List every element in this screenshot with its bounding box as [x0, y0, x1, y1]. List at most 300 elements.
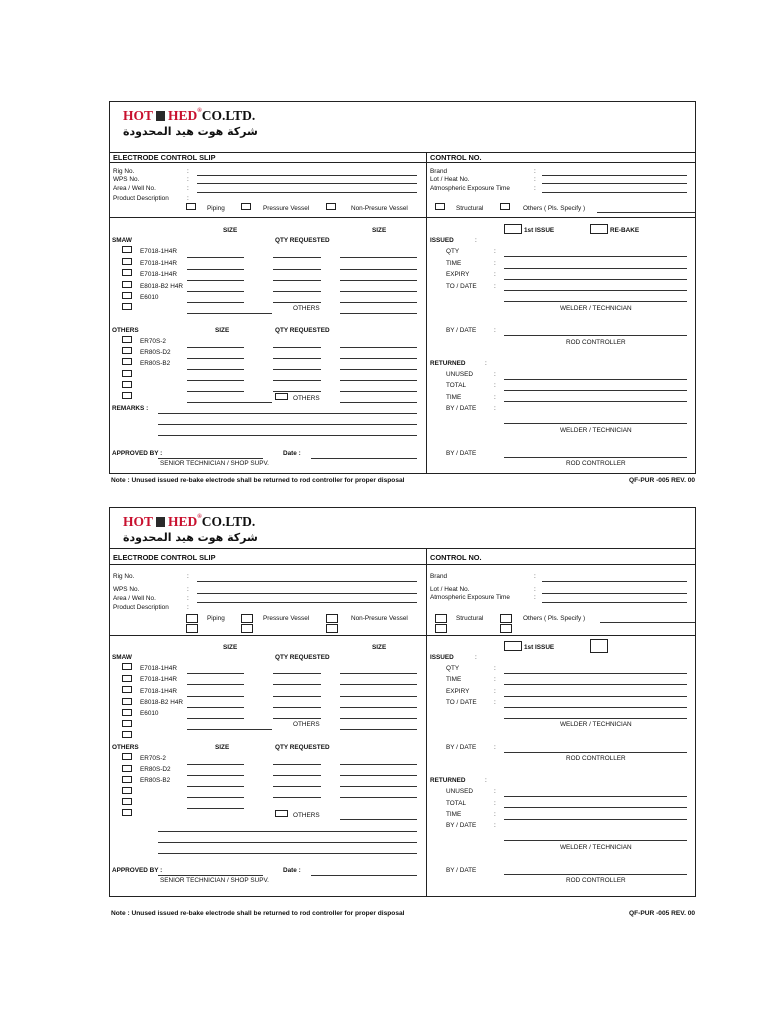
electrode-checkbox[interactable]	[122, 686, 132, 693]
others-specify-checkbox[interactable]	[500, 614, 512, 623]
colon: :	[534, 176, 536, 183]
qty-field[interactable]	[273, 291, 321, 292]
qty-field[interactable]	[273, 280, 321, 281]
electrode-checkbox[interactable]	[122, 358, 132, 365]
size-field[interactable]	[340, 380, 417, 381]
by-date-field[interactable]	[504, 335, 687, 336]
size-field[interactable]	[187, 775, 244, 776]
size-field[interactable]	[340, 673, 417, 674]
electrode-type: ER70S-2	[140, 338, 166, 345]
size-header: SIZE	[215, 744, 230, 751]
electrode-type: E7018-1H4R	[140, 260, 177, 267]
by-date-label: BY / DATE	[446, 327, 477, 334]
logo-box-icon	[156, 517, 165, 527]
electrode-type: E8018-B2 H4R	[140, 283, 183, 290]
piping-label: Piping	[207, 205, 225, 212]
rod-controller-label: ROD CONTROLLER	[566, 877, 626, 884]
colon: :	[187, 604, 189, 611]
others-specify-field[interactable]	[600, 622, 695, 623]
welder-technician-field[interactable]	[504, 301, 687, 302]
returned-time-field[interactable]	[504, 401, 687, 402]
electrode-checkbox[interactable]	[122, 663, 132, 670]
unused-label: UNUSED	[446, 371, 473, 378]
logo-box-icon	[156, 111, 165, 121]
qty-field[interactable]	[273, 786, 321, 787]
electrode-checkbox[interactable]	[122, 336, 132, 343]
issued-header: ISSUED	[430, 237, 454, 244]
colon: :	[187, 586, 189, 593]
size-field[interactable]	[340, 797, 417, 798]
by-date-field[interactable]	[504, 752, 687, 753]
issued-expiry-field[interactable]	[504, 279, 687, 280]
pressure-vessel-checkbox[interactable]	[241, 203, 251, 210]
qty-field[interactable]	[273, 775, 321, 776]
wps-no-field[interactable]	[197, 183, 417, 184]
size-field[interactable]	[187, 718, 244, 719]
rig-no-field[interactable]	[197, 581, 417, 582]
electrode-type: ER80S-D2	[140, 349, 171, 356]
date-field[interactable]	[311, 875, 417, 876]
registered-mark: ®	[197, 514, 202, 520]
size-field[interactable]	[340, 775, 417, 776]
colon: :	[494, 327, 496, 334]
remarks-field[interactable]	[158, 424, 417, 425]
divider	[110, 635, 695, 636]
piping-label: Piping	[207, 615, 225, 622]
size-field[interactable]	[340, 786, 417, 787]
smaw-header: SMAW	[112, 237, 132, 244]
welder-technician-field[interactable]	[504, 840, 687, 841]
approved-by-label: APPROVED BY :	[112, 450, 163, 457]
qty-field[interactable]	[273, 684, 321, 685]
size-field[interactable]	[187, 280, 244, 281]
electrode-checkbox[interactable]	[122, 709, 132, 716]
size-field[interactable]	[187, 696, 244, 697]
expiry-label: EXPIRY	[446, 688, 470, 695]
electrode-type: ER80S-B2	[140, 360, 171, 367]
qty-field[interactable]	[273, 269, 321, 270]
approved-by-field[interactable]	[158, 875, 263, 876]
extra-checkbox[interactable]	[186, 624, 198, 633]
others-label: OTHERS	[293, 305, 320, 312]
size-header: SIZE	[223, 227, 238, 234]
colon: :	[494, 811, 496, 818]
qty-requested-header: QTY REQUESTED	[275, 744, 330, 751]
size-field[interactable]	[340, 391, 417, 392]
company-logo	[123, 108, 258, 137]
electrode-control-slip-2	[109, 507, 696, 897]
others-header: OTHERS	[112, 327, 139, 334]
issued-qty-field[interactable]	[504, 673, 687, 674]
lot-heat-label: Lot / Heat No.	[430, 176, 470, 183]
brand-label: Brand	[430, 573, 448, 580]
rebake-checkbox[interactable]	[590, 639, 608, 653]
qty-field[interactable]	[273, 347, 321, 348]
company-logo	[123, 514, 258, 543]
electrode-checkbox[interactable]	[122, 798, 132, 805]
others-checkbox[interactable]	[275, 810, 288, 817]
colon: :	[187, 195, 189, 202]
approved-by-field[interactable]	[158, 458, 263, 459]
qty-field[interactable]	[273, 673, 321, 674]
logo-text-coltd: CO.LTD.	[201, 514, 256, 529]
returned-time-field[interactable]	[504, 819, 687, 820]
size-field[interactable]	[340, 280, 417, 281]
structural-checkbox[interactable]	[435, 614, 447, 623]
non-pressure-vessel-label: Non-Presure Vessel	[351, 205, 408, 212]
others-label: OTHERS	[293, 812, 320, 819]
others-label: OTHERS	[293, 721, 320, 728]
control-no-label: CONTROL NO.	[430, 153, 482, 162]
electrode-checkbox[interactable]	[122, 731, 132, 738]
wps-no-label: WPS No.	[113, 176, 140, 183]
size-field[interactable]	[187, 369, 244, 370]
by-date-field[interactable]	[504, 457, 687, 458]
returned-unused-field[interactable]	[504, 379, 687, 380]
colon: :	[494, 394, 496, 401]
electrode-checkbox[interactable]	[122, 720, 132, 727]
size-field[interactable]	[187, 302, 244, 303]
others-field[interactable]	[340, 313, 417, 314]
logo-text-hed: HED	[168, 108, 198, 123]
others-specify-field[interactable]	[597, 212, 695, 213]
extra-checkbox[interactable]	[326, 624, 338, 633]
senior-technician-label: SENIOR TECHNICIAN / SHOP SUPV.	[160, 877, 269, 884]
qty-field[interactable]	[273, 302, 321, 303]
structural-label: Structural	[456, 205, 484, 212]
colon: :	[534, 594, 536, 601]
qty-field[interactable]	[273, 257, 321, 258]
date-label: Date :	[283, 867, 301, 874]
qty-requested-header: QTY REQUESTED	[275, 327, 330, 334]
logo-arabic-name: شركة هوت هيد المحدودة	[123, 530, 258, 544]
piping-checkbox[interactable]	[186, 614, 198, 623]
size-field[interactable]	[187, 684, 244, 685]
qty-field[interactable]	[273, 380, 321, 381]
colon: :	[187, 176, 189, 183]
by-date-field[interactable]	[504, 874, 687, 875]
others-field[interactable]	[187, 729, 272, 730]
structural-label: Structural	[456, 615, 484, 622]
area-well-label: Area / Well No.	[113, 185, 156, 192]
footer-note: Note : Unused issued re-bake electrode shall be returned to rod controller for proper disposal	[111, 910, 405, 917]
form-code: QF-PUR -005 REV. 00	[629, 910, 696, 917]
area-well-field[interactable]	[197, 602, 417, 603]
structural-checkbox[interactable]	[435, 203, 445, 210]
electrode-checkbox[interactable]	[122, 809, 132, 816]
colon: :	[494, 382, 496, 389]
colon: :	[494, 699, 496, 706]
colon: :	[494, 822, 496, 829]
qty-field[interactable]	[273, 718, 321, 719]
extra-checkbox[interactable]	[500, 624, 512, 633]
date-field[interactable]	[311, 458, 417, 459]
by-date-label: BY / DATE	[446, 822, 477, 829]
qty-label: QTY	[446, 248, 460, 255]
time-label: TIME	[446, 811, 462, 818]
form-code: QF-PUR -005 REV. 00	[629, 477, 696, 484]
electrode-checkbox[interactable]	[122, 765, 132, 772]
remarks-label: REMARKS :	[112, 405, 149, 412]
remarks-field[interactable]	[158, 831, 417, 832]
to-date-label: TO / DATE	[446, 699, 477, 706]
size-field[interactable]	[340, 347, 417, 348]
unused-label: UNUSED	[446, 788, 473, 795]
by-date-label: BY / DATE	[446, 450, 477, 457]
electrode-checkbox[interactable]	[122, 787, 132, 794]
size-field[interactable]	[340, 764, 417, 765]
size-field[interactable]	[187, 764, 244, 765]
qty-field[interactable]	[273, 707, 321, 708]
pressure-vessel-label: Pressure Vessel	[263, 205, 310, 212]
registered-mark: ®	[197, 108, 202, 114]
wps-no-label: WPS No.	[113, 586, 140, 593]
size-field[interactable]	[340, 707, 417, 708]
qty-label: QTY	[446, 665, 460, 672]
size-field[interactable]	[187, 358, 244, 359]
colon: :	[187, 595, 189, 602]
others-field[interactable]	[340, 819, 417, 820]
wps-no-field[interactable]	[197, 593, 417, 594]
size-header: SIZE	[215, 327, 230, 334]
issued-to-date-field[interactable]	[504, 290, 687, 291]
others-specify-checkbox[interactable]	[500, 203, 510, 210]
exposure-time-label: Atmospheric Exposure Time	[430, 594, 510, 601]
others-checkbox[interactable]	[275, 393, 288, 400]
issued-to-date-field[interactable]	[504, 707, 687, 708]
size-field[interactable]	[187, 786, 244, 787]
others-field[interactable]	[187, 402, 272, 403]
colon: :	[475, 237, 477, 244]
size-field[interactable]	[187, 347, 244, 348]
returned-total-field[interactable]	[504, 807, 687, 808]
electrode-checkbox[interactable]	[122, 753, 132, 760]
logo-arabic-name: شركة هوت هيد المحدودة	[123, 124, 258, 138]
remarks-field[interactable]	[158, 842, 417, 843]
electrode-checkbox[interactable]	[122, 347, 132, 354]
time-label: TIME	[446, 260, 462, 267]
issued-time-field[interactable]	[504, 268, 687, 269]
lot-heat-field[interactable]	[542, 593, 687, 594]
electrode-type: E7018-1H4R	[140, 676, 177, 683]
electrode-checkbox[interactable]	[122, 675, 132, 682]
colon: :	[485, 777, 487, 784]
by-date-label: BY / DATE	[446, 867, 477, 874]
colon: :	[494, 744, 496, 751]
remarks-field[interactable]	[158, 435, 417, 436]
size-field[interactable]	[340, 718, 417, 719]
total-label: TOTAL	[446, 800, 467, 807]
colon: :	[534, 168, 536, 175]
first-issue-checkbox[interactable]	[504, 641, 522, 651]
rod-controller-label: ROD CONTROLLER	[566, 460, 626, 467]
pressure-vessel-checkbox[interactable]	[241, 614, 253, 623]
remarks-field[interactable]	[158, 853, 417, 854]
logo-text-hot: HOT	[123, 108, 154, 123]
footer-note: Note : Unused issued re-bake electrode shall be returned to rod controller for proper disposal	[111, 477, 405, 484]
returned-total-field[interactable]	[504, 390, 687, 391]
electrode-checkbox[interactable]	[122, 281, 132, 288]
welder-technician-field[interactable]	[504, 423, 687, 424]
colon: :	[534, 573, 536, 580]
extra-checkbox[interactable]	[241, 624, 253, 633]
size-field[interactable]	[340, 257, 417, 258]
electrode-checkbox[interactable]	[122, 258, 132, 265]
size-header: SIZE	[372, 644, 387, 651]
rig-no-field[interactable]	[197, 175, 417, 176]
brand-label: Brand	[430, 168, 448, 175]
lot-heat-field[interactable]	[542, 183, 687, 184]
approved-by-label: APPROVED BY :	[112, 867, 163, 874]
size-field[interactable]	[187, 269, 244, 270]
exposure-time-field[interactable]	[542, 192, 687, 193]
time-label: TIME	[446, 676, 462, 683]
issued-expiry-field[interactable]	[504, 696, 687, 697]
electrode-checkbox[interactable]	[122, 392, 132, 399]
colon: :	[494, 371, 496, 378]
exposure-time-field[interactable]	[542, 602, 687, 603]
electrode-checkbox[interactable]	[122, 269, 132, 276]
size-field[interactable]	[340, 684, 417, 685]
column-divider	[426, 152, 427, 473]
qty-field[interactable]	[273, 369, 321, 370]
others-specify-label: Others ( Pls. Specify )	[523, 615, 586, 622]
size-field[interactable]	[187, 797, 244, 798]
extra-checkbox[interactable]	[435, 624, 447, 633]
electrode-checkbox[interactable]	[122, 370, 132, 377]
colon: :	[187, 185, 189, 192]
electrode-type: ER70S-2	[140, 755, 166, 762]
returned-header: RETURNED	[430, 360, 466, 367]
returned-header: RETURNED	[430, 777, 466, 784]
others-specify-label: Others ( Pls. Specify )	[523, 205, 586, 212]
size-field[interactable]	[187, 291, 244, 292]
colon: :	[494, 271, 496, 278]
colon: :	[494, 248, 496, 255]
first-issue-checkbox[interactable]	[504, 224, 522, 234]
first-issue-label: 1st ISSUE	[524, 644, 555, 651]
issued-time-field[interactable]	[504, 684, 687, 685]
control-no-label: CONTROL NO.	[430, 553, 482, 562]
qty-field[interactable]	[273, 391, 321, 392]
rig-no-label: Rig No.	[113, 573, 135, 580]
electrode-checkbox[interactable]	[122, 292, 132, 299]
logo-text-hed: HED	[168, 514, 198, 529]
issued-qty-field[interactable]	[504, 256, 687, 257]
piping-checkbox[interactable]	[186, 203, 196, 210]
size-header: SIZE	[223, 644, 238, 651]
others-field[interactable]	[340, 402, 417, 403]
electrode-type: E6010	[140, 294, 159, 301]
welder-technician-label: WELDER / TECHNICIAN	[560, 305, 632, 312]
colon: :	[534, 185, 536, 192]
size-field[interactable]	[187, 380, 244, 381]
issued-header: ISSUED	[430, 654, 454, 661]
others-header: OTHERS	[112, 744, 139, 751]
rig-no-label: Rig No.	[113, 168, 135, 175]
colon: :	[494, 665, 496, 672]
remarks-field[interactable]	[158, 413, 417, 414]
non-pressure-vessel-label: Non-Presure Vessel	[351, 615, 408, 622]
colon: :	[187, 573, 189, 580]
qty-field[interactable]	[273, 358, 321, 359]
electrode-checkbox[interactable]	[122, 381, 132, 388]
divider	[110, 564, 695, 565]
smaw-header: SMAW	[112, 654, 132, 661]
others-label: OTHERS	[293, 395, 320, 402]
size-field[interactable]	[340, 269, 417, 270]
size-field[interactable]	[340, 369, 417, 370]
electrode-checkbox[interactable]	[122, 246, 132, 253]
rod-controller-label: ROD CONTROLLER	[566, 755, 626, 762]
colon: :	[534, 586, 536, 593]
colon: :	[494, 788, 496, 795]
size-field[interactable]	[187, 391, 244, 392]
by-date-label: BY / DATE	[446, 405, 477, 412]
brand-field[interactable]	[542, 175, 687, 176]
electrode-type: ER80S-D2	[140, 766, 171, 773]
total-label: TOTAL	[446, 382, 467, 389]
size-field[interactable]	[187, 673, 244, 674]
size-field[interactable]	[340, 302, 417, 303]
colon: :	[494, 800, 496, 807]
colon: :	[494, 283, 496, 290]
logo-text-hot: HOT	[123, 514, 154, 529]
electrode-checkbox[interactable]	[122, 698, 132, 705]
colon: :	[187, 168, 189, 175]
size-field[interactable]	[187, 707, 244, 708]
logo-text-coltd: CO.LTD.	[201, 108, 256, 123]
electrode-type: ER80S-B2	[140, 777, 171, 784]
size-header: SIZE	[372, 227, 387, 234]
colon: :	[494, 688, 496, 695]
colon: :	[475, 654, 477, 661]
welder-technician-field[interactable]	[504, 718, 687, 719]
size-field[interactable]	[340, 696, 417, 697]
qty-field[interactable]	[273, 764, 321, 765]
qty-field[interactable]	[273, 797, 321, 798]
non-pressure-vessel-checkbox[interactable]	[326, 203, 336, 210]
divider	[110, 162, 695, 163]
area-well-field[interactable]	[197, 192, 417, 193]
rod-controller-label: ROD CONTROLLER	[566, 339, 626, 346]
size-field[interactable]	[340, 291, 417, 292]
expiry-label: EXPIRY	[446, 271, 470, 278]
rebake-label: RE-BAKE	[610, 227, 640, 234]
by-date-label: BY / DATE	[446, 744, 477, 751]
qty-field[interactable]	[273, 696, 321, 697]
brand-field[interactable]	[542, 581, 687, 582]
size-field[interactable]	[187, 808, 244, 809]
exposure-time-label: Atmospheric Exposure Time	[430, 185, 510, 192]
electrode-type: E7018-1H4R	[140, 688, 177, 695]
returned-unused-field[interactable]	[504, 796, 687, 797]
colon: :	[494, 260, 496, 267]
others-field[interactable]	[340, 729, 417, 730]
welder-technician-label: WELDER / TECHNICIAN	[560, 844, 632, 851]
column-divider	[426, 548, 427, 896]
others-field[interactable]	[187, 313, 272, 314]
size-field[interactable]	[187, 257, 244, 258]
rebake-checkbox[interactable]	[590, 224, 608, 234]
colon: :	[494, 676, 496, 683]
qty-requested-header: QTY REQUESTED	[275, 654, 330, 661]
electrode-checkbox[interactable]	[122, 303, 132, 310]
electrode-checkbox[interactable]	[122, 776, 132, 783]
senior-technician-label: SENIOR TECHNICIAN / SHOP SUPV.	[160, 460, 269, 467]
non-pressure-vessel-checkbox[interactable]	[326, 614, 338, 623]
size-field[interactable]	[340, 358, 417, 359]
